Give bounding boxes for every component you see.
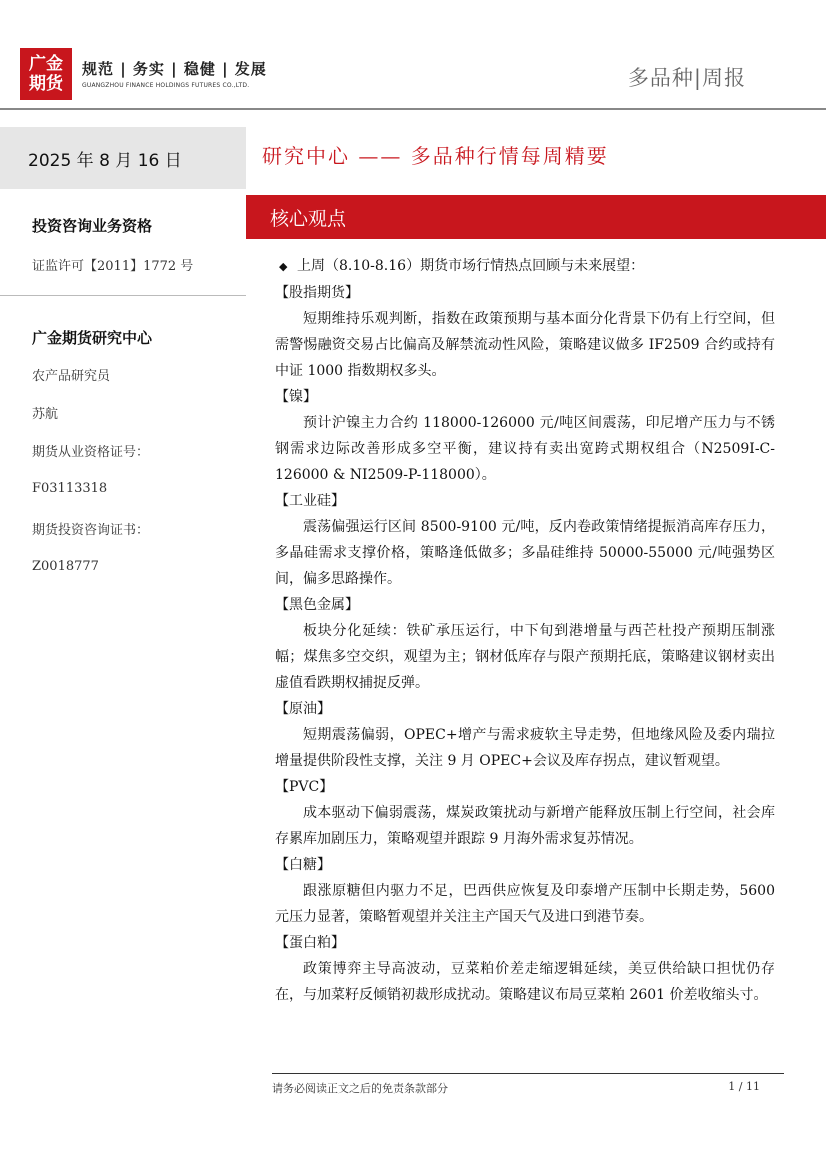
intro-line (279, 253, 775, 280)
commodity-commentary: 政策博弈主导高波动，豆菜粕价差走缩逻辑延续，美豆供给缺口担忧仍存在，与加菜籽反倾销初裁形成扰动。策略建议布局豆菜粕 2601 价差收缩头寸。 (275, 961, 775, 1003)
core-views-content (275, 253, 775, 1008)
commodity-commentary: 跟涨原糖但内驱力不足，巴西供应恢复及印泰增产压制中长期走势，5600 元压力显著，策略暂观望并关注主产国天气及进口到港节奏。 (275, 883, 775, 925)
disclaimer-note: 请务必阅读正文之后的免责条款部分 (272, 1082, 448, 1095)
page-number: 1 / 11 (728, 1080, 760, 1093)
license-number: 证监许可【2011】1772 号 (32, 259, 194, 274)
commodity-commentary: 短期震荡偏弱，OPEC+增产与需求疲软主导走势，但地缘风险及委内瑞拉增量提供阶段性支撑，关注 9 月 OPEC+会议及库存拐点，建议暂观望。 (275, 727, 775, 769)
commodity-category: 【白糖】 (275, 857, 331, 873)
logo-line-2: 期货 (29, 74, 63, 94)
commodity-category: 【蛋白粕】 (275, 935, 345, 951)
commodity-commentary: 板块分化延续：铁矿承压运行，中下旬到港增量与西芒杜投产预期压制涨幅；煤焦多空交织，观望为主；钢材低库存与限产预期托底，策略建议钢材卖出虚值看跌期权捕捉反弹。 (275, 623, 775, 691)
commodity-commentary: 短期维持乐观判断，指数在政策预期与基本面分化背景下仍有上行空间，但需警惕融资交易占比偏高及解禁流动性风险，策略建议做多 IF2509 合约或持有中证 1000 指数期权多头。 (275, 311, 775, 379)
analyst-role: 农产品研究员 (32, 369, 111, 384)
commodity-category: 【股指期货】 (275, 285, 359, 301)
commodity-category: 【镍】 (275, 389, 317, 405)
qualification-title: 投资咨询业务资格 (32, 217, 153, 235)
footer-divider (272, 1073, 784, 1074)
sidebar-divider (0, 295, 246, 296)
intro-text: 上周（8.10-8.16）期货市场行情热点回顾与未来展望： (297, 258, 645, 274)
research-center-title: 广金期货研究中心 (32, 329, 153, 347)
company-english-name: GUANGZHOU FINANCE HOLDINGS FUTURES CO.,LTD. (82, 82, 250, 89)
commodity-category: 【黑色金属】 (275, 597, 359, 613)
consult-cert-label: 期货投资咨询证书： (32, 523, 150, 538)
main-title: 研究中心 —— 多品种行情每周精要 (262, 144, 609, 168)
header-divider (0, 108, 826, 110)
commodity-category: 【原油】 (275, 701, 331, 717)
commodity-list (275, 280, 775, 1008)
diamond-bullet-icon: ◆ (279, 260, 288, 273)
sidebar (0, 127, 246, 1027)
report-type: 多品种|周报 (627, 66, 746, 90)
commodity-commentary: 震荡偏强运行区间 8500-9100 元/吨，反内卷政策情绪提振消高库存压力，多晶硅需求支撑价格，策略逢低做多；多晶硅维持 50000-55000 元/吨强势区间，偏多思路操作。 (275, 519, 775, 587)
commodity-commentary: 成本驱动下偏弱震荡，煤炭政策扰动与新增产能释放压制上行空间，社会库存累库加剧压力，策略观望并跟踪 9 月海外需求复苏情况。 (275, 805, 775, 847)
commodity-commentary: 预计沪镍主力合约 118000-126000 元/吨区间震荡，印尼增产压力与不锈钢需求边际改善形成多空平衡，建议持有卖出宽跨式期权组合（N2509I-C-126000 & NI2509-P-118000）。 (275, 415, 775, 483)
analyst-name: 苏航 (32, 407, 59, 422)
company-logo (20, 48, 72, 100)
commodity-category: 【PVC】 (275, 779, 334, 795)
report-date: 2025 年 8 月 16 日 (0, 127, 246, 189)
consult-cert-number: Z0018777 (32, 559, 99, 574)
logo-line-1: 广金 (29, 54, 63, 74)
futures-cert-label: 期货从业资格证号： (32, 445, 150, 460)
company-slogan: 规范 | 务实 | 稳健 | 发展 (82, 60, 267, 78)
commodity-category: 【工业硅】 (275, 493, 345, 509)
futures-cert-number: F03113318 (32, 481, 108, 496)
section-header-core-views: 核心观点 (246, 195, 826, 239)
page-header (0, 0, 826, 110)
